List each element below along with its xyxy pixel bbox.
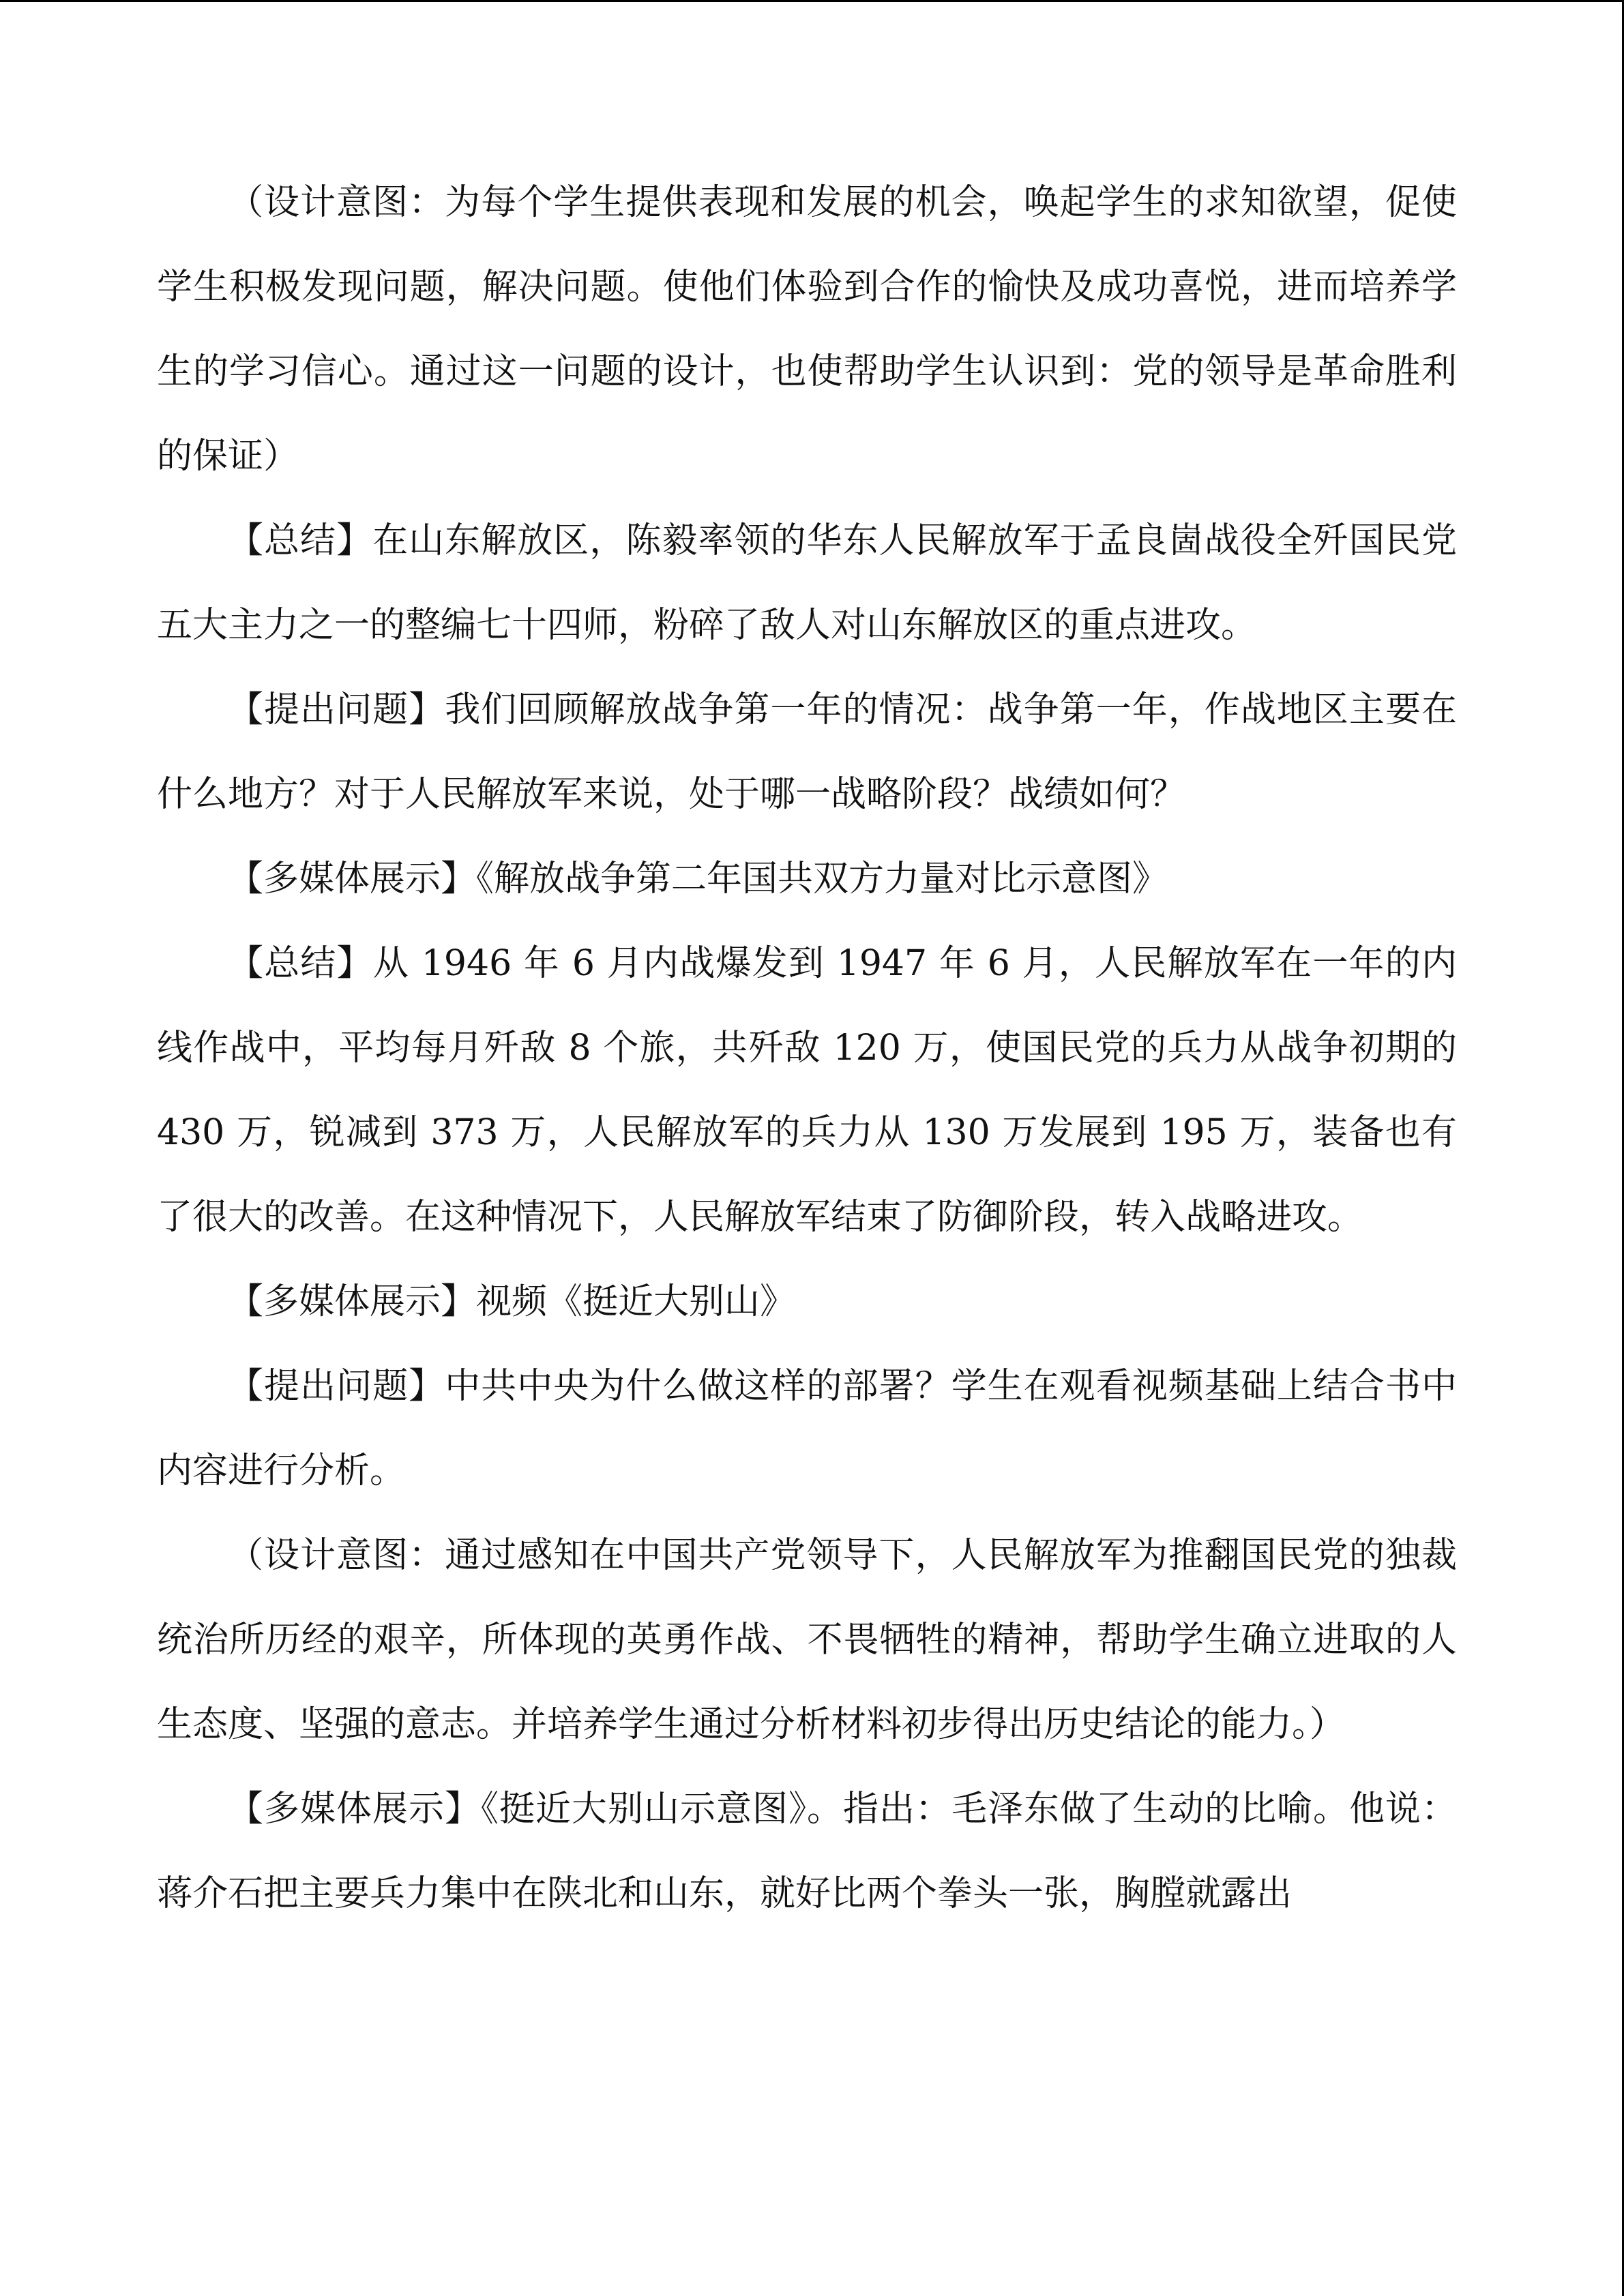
paragraph-tag: 【多媒体展示】: [228, 859, 477, 899]
paragraph-multimedia-1: [157, 837, 1457, 921]
paragraph-tag: 【多媒体展示】: [228, 1789, 481, 1830]
paragraph-text: 在山东解放区，陈毅率领的华东人民解放军于孟良崮战役全歼国民党五大主力之一的整编七十四师，粉碎了敌人对山东解放区的重点进攻。: [157, 520, 1457, 646]
paragraph-tag: 【总结】: [228, 943, 373, 984]
document-body: [157, 160, 1457, 1936]
paragraph-question-1: [157, 668, 1457, 837]
paragraph-text: 我们回顾解放战争第一年的情况：战争第一年，作战地区主要在什么地方？对于人民解放军来说，处于哪一战略阶段？战绩如何？: [157, 689, 1457, 815]
paragraph-text: 中共中央为什么做这样的部署？学生在观看视频基础上结合书中内容进行分析。: [157, 1366, 1457, 1491]
paragraph-design-intent-2: [157, 1513, 1457, 1767]
paragraph-tag: 【总结】: [228, 520, 373, 561]
paragraph-text: （设计意图：为每个学生提供表现和发展的机会，唤起学生的求知欲望，促使学生积极发现问题，解决问题。使他们体验到合作的愉快及成功喜悦，进而培养学生的学习信心。通过这一问题的设计，也使帮助学生认识到：党的领导是革命胜利的保证）: [157, 182, 1457, 477]
paragraph-text: 《解放战争第二年国共双方力量对比示意图》: [476, 859, 1168, 899]
paragraph-text: 视频《挺近大别山》: [476, 1281, 796, 1322]
paragraph-tag: 【提出问题】: [228, 1366, 445, 1407]
paragraph-text: 从 1946 年 6 月内战爆发到 1947 年 6 月，人民解放军在一年的内线作战中，平均每月歼敌 8 个旅，共歼敌 120 万，使国民党的兵力从战争初期的 430 万，锐减到 373 万，人民解放军的兵力从 130 万发展到 195 万，装备也有了很大的改善。在这种情况下，人民解放军结束了防御阶段，转入战略进攻。: [157, 943, 1457, 1238]
paragraph-tag: 【多媒体展示】: [228, 1281, 477, 1322]
paragraph-text: 《挺近大别山示意图》。指出：毛泽东做了生动的比喻。他说：蒋介石把主要兵力集中在陕北和山东，就好比两个拳头一张，胸膛就露出: [157, 1789, 1457, 1914]
paragraph-multimedia-3: [157, 1767, 1457, 1936]
paragraph-summary-1: [157, 498, 1457, 668]
paragraph-multimedia-2: [157, 1259, 1457, 1344]
paragraph-question-2: [157, 1344, 1457, 1513]
paragraph-summary-2: [157, 921, 1457, 1259]
paragraph-tag: 【提出问题】: [228, 689, 445, 730]
paragraph-design-intent-1: [157, 160, 1457, 498]
paragraph-text: （设计意图：通过感知在中国共产党领导下，人民解放军为推翻国民党的独裁统治所历经的艰辛，所体现的英勇作战、不畏牺牲的精神，帮助学生确立进取的人生态度、坚强的意志。并培养学生通过分析材料初步得出历史结论的能力。）: [157, 1535, 1457, 1745]
